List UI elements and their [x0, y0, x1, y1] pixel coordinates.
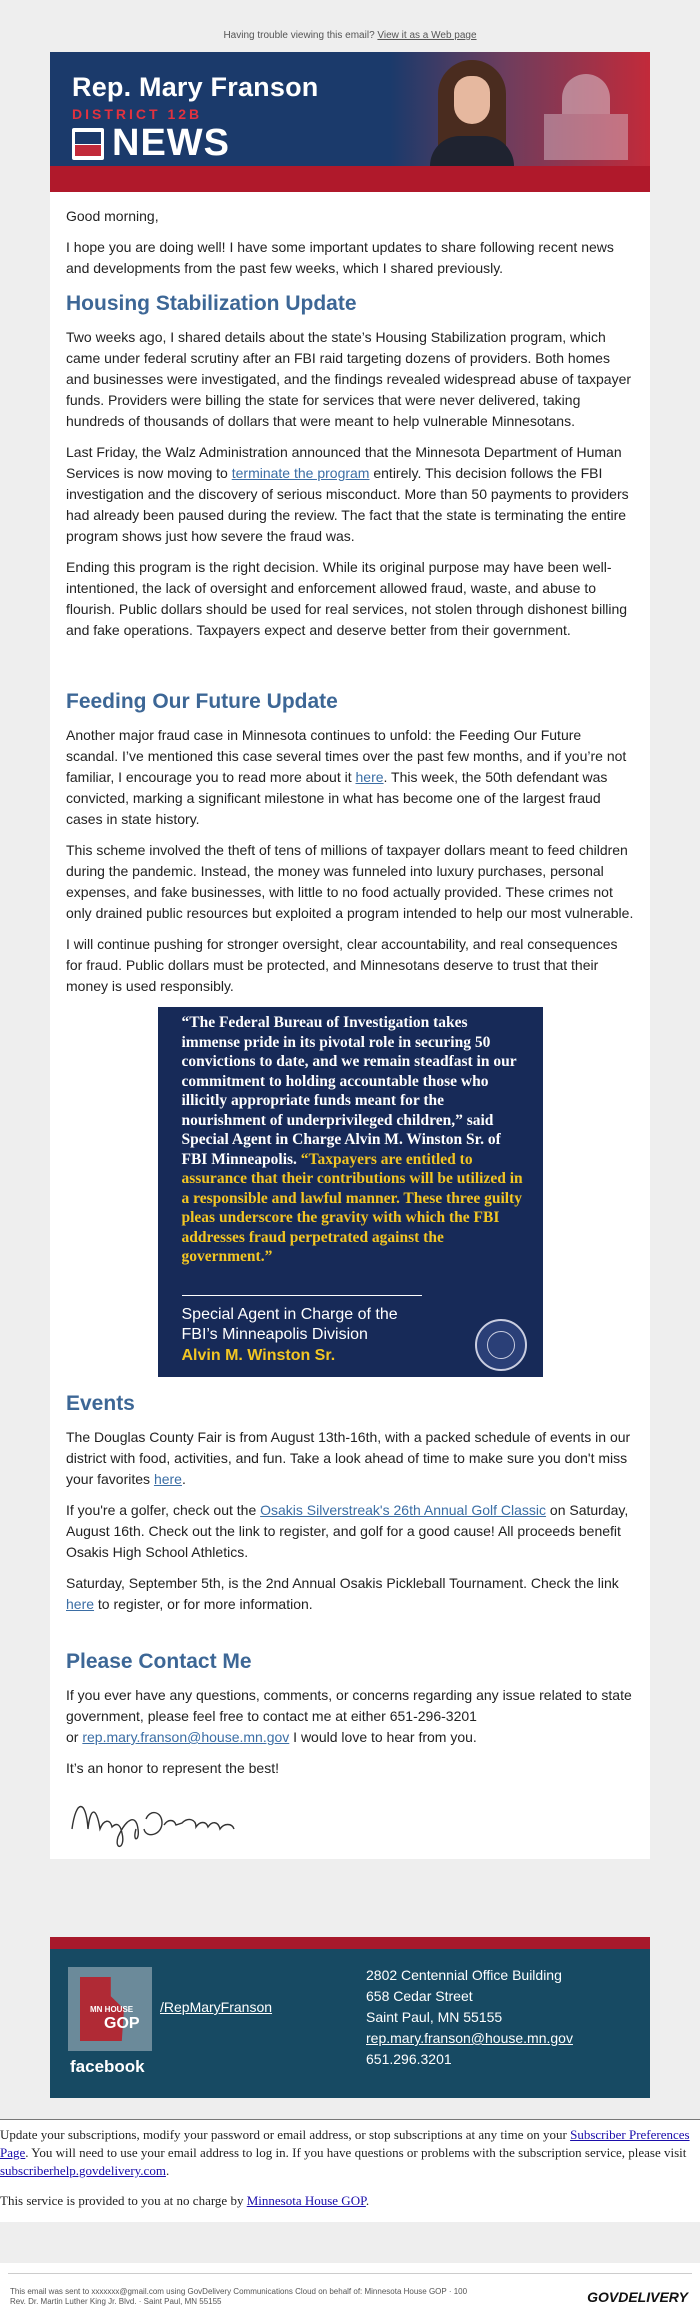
quote-agent-name: Alvin M. Winston Sr. — [181, 1347, 336, 1364]
housing-paragraph-1: Two weeks ago, I shared details about the state’s Housing Stabilization program, which came under federal scrutiny after an FBI raid targeting dozens of providers. Both homes and businesses were investigated, and the findings revealed widespread abuse of taxpayer funds. Providers were billing the state for services that were never delivered, taking hundreds of thousands of dollars that were meant to help vulnerable Minnesotans. — [66, 329, 632, 429]
events-paragraph-1: The Douglas County Fair is from August 13th-16th, with a packed schedule of events in our district with food, activities, and fun. Take a look ahead of time to make sure you don't miss your favorites here. — [66, 1429, 631, 1487]
golf-classic-link[interactable]: Osakis Silverstreak's 26th Annual Golf Classic — [260, 1502, 547, 1518]
feeding-heading: Feeding Our Future Update — [66, 690, 338, 713]
newsletter-header-banner — [50, 52, 650, 192]
view-online-bar — [0, 0, 700, 41]
subscription-notice — [0, 2119, 700, 2222]
minnesota-house-gop-link[interactable]: Minnesota House GOP — [246, 2193, 366, 2208]
sent-to-notice: This email was sent to xxxxxxx@gmail.com using GovDelivery Communications Cloud on behalf of: Minnesota House GOP · 100 Rev. Dr. Martin Luther King Jr. Blvd. · Saint Paul, MN 55155 — [10, 2287, 468, 2306]
footer-phone: 651.296.3201 — [366, 2051, 452, 2067]
logo-text-line-1: MN HOUSE — [90, 2005, 134, 2014]
quote-attribution: Special Agent in Charge of the FBI’s Minneapolis Division — [181, 1306, 398, 1343]
contact-paragraph: If you ever have any questions, comments, or concerns regarding any issue related to state government, please feel free to contact me at either 651-296-3201 or rep.mary.franson@house.mn.gov I would love to hear from you. — [66, 1687, 632, 1745]
pickleball-here-link[interactable]: here — [66, 1596, 95, 1612]
view-as-webpage-link[interactable]: View it as a Web page — [377, 30, 477, 41]
district-label: DISTRICT 12B — [72, 106, 203, 122]
footer-divider — [8, 2273, 692, 2274]
govdelivery-footer — [0, 2263, 700, 2318]
housing-heading: Housing Stabilization Update — [66, 292, 357, 315]
representative-name: Rep. Mary Franson — [72, 72, 319, 102]
feeding-here-link[interactable]: here — [355, 769, 384, 785]
header-red-stripe — [50, 166, 650, 192]
subscriber-preferences-link[interactable]: Subscriber Preferences Page — [0, 2127, 690, 2160]
govdelivery-logo[interactable]: GOVDELIVERY — [587, 2289, 688, 2305]
feeding-paragraph-2: This scheme involved the theft of tens of millions of taxpayer dollars meant to feed children during the pandemic. Instead, the money was funneled into luxury purchases, personal expenses, and fake businesses, with little to no food actually provided. These crimes not only drained public resources but exploited a program intended to help our most vulnerable. — [66, 842, 634, 921]
handwritten-signature — [66, 1789, 634, 1859]
newsletter-footer — [50, 1937, 650, 2098]
events-heading: Events — [66, 1392, 135, 1415]
office-address: 2802 Centennial Office Building 658 Cedar Street Saint Paul, MN 55155 rep.mary.franson@house.mn.gov 651.296.3201 — [366, 1965, 573, 2070]
footer-email-link[interactable]: rep.mary.franson@house.mn.gov — [366, 2030, 573, 2046]
signature-drawing — [66, 1789, 266, 1859]
fbi-seal-icon — [475, 1319, 527, 1371]
terminate-program-link[interactable]: terminate the program — [231, 465, 370, 481]
mn-house-gop-logo[interactable] — [68, 1967, 152, 2051]
quote-text: “The Federal Bureau of Investigation takes immense pride in its pivotal role in securing 50 convictions to date, and we remain steadfast in our commitment to holding accountable those who illicitly appropriate funds meant for the nourishment of underprivileged children,” said Special Agent in Charge Alvin M. Winston Sr. of FBI Minneapolis. “Taxpayers are entitled to assurance that their contributions will be utilized in a responsible and lawful manner. These three guilty pleas underscore the gravity with which the FBI addresses fraud perpetrated against the government.” — [181, 1014, 523, 1265]
logo-text-line-2: GOP — [104, 2015, 140, 2032]
greeting: Good morning, — [66, 208, 159, 224]
news-title: NEWS — [112, 122, 230, 164]
footer-red-stripe — [50, 1937, 650, 1949]
mn-house-logo-icon — [72, 128, 104, 160]
quote-divider — [182, 1295, 422, 1296]
closing-line: It’s an honor to represent the best! — [66, 1760, 279, 1776]
intro-paragraph: I hope you are doing well! I have some important updates to share following recent news and developments from the past few weeks, which I shared previously. — [66, 239, 614, 276]
service-provider-paragraph: This service is provided to you at no charge by Minnesota House GOP. — [0, 2193, 370, 2208]
housing-paragraph-2: Last Friday, the Walz Administration announced that the Minnesota Department of Human Services is now moving to terminate the program entirely. This decision follows the FBI investigation and the discovery of serious misconduct. More than 50 payments to providers had already been paused during the review. The fact that the state is terminating the entire program shows just how severe the fraud was. — [66, 444, 629, 544]
fbi-quote-graphic — [158, 1007, 543, 1377]
housing-paragraph-3: Ending this program is the right decision. While its original purpose may have been well-intentioned, the lack of oversight and enforcement allowed fraud, waste, and abuse to flourish. Public dollars should be used for real services, not stolen through dishonest billing and fake operations. Taxpayers expect and deserve better from their government. — [66, 559, 628, 638]
contact-heading: Please Contact Me — [66, 1650, 252, 1673]
facebook-handle-link[interactable]: /RepMaryFranson — [160, 1999, 273, 2015]
feeding-paragraph-3: I will continue pushing for stronger oversight, clear accountability, and real consequences for fraud. Public dollars must be protected, and Minnesotans deserve to trust that their money is used responsibly. — [66, 936, 618, 994]
capitol-building-image — [536, 66, 636, 162]
newsletter-body — [50, 192, 650, 1859]
feeding-paragraph-1: Another major fraud case in Minnesota continues to unfold: the Feeding Our Future scandal. I’ve mentioned this case several times over the past few months, and if you’re not familiar, I encourage you to read more about it here. This week, the 50th defendant was convicted, marking a significant milestone in what has become one of the largest fraud cases in state history. — [66, 727, 627, 827]
contact-email-link[interactable]: rep.mary.franson@house.mn.gov — [82, 1729, 290, 1745]
events-paragraph-2: If you're a golfer, check out the Osakis Silverstreak's 26th Annual Golf Classic on Saturday, August 16th. Check out the link to register, and golf for a good cause! All proceeds benefit Osakis High School Athletics. — [66, 1502, 629, 1560]
facebook-label: facebook — [70, 2057, 145, 2076]
events-paragraph-3: Saturday, September 5th, is the 2nd Annual Osakis Pickleball Tournament. Check the link here to register, or for more information. — [66, 1575, 619, 1612]
representative-portrait — [424, 58, 520, 168]
fair-here-link[interactable]: here — [153, 1471, 182, 1487]
view-online-text: Having trouble viewing this email? — [223, 30, 375, 41]
subscription-paragraph: Update your subscriptions, modify your password or email address, or stop subscriptions at any time on your Subscriber Preferences Page. You will need to use your email address to log in. If you have questions or problems with the subscription service, please visit subscriberhelp.govdelivery.com. — [0, 2127, 690, 2178]
subscriber-help-link[interactable]: subscriberhelp.govdelivery.com — [0, 2163, 166, 2178]
